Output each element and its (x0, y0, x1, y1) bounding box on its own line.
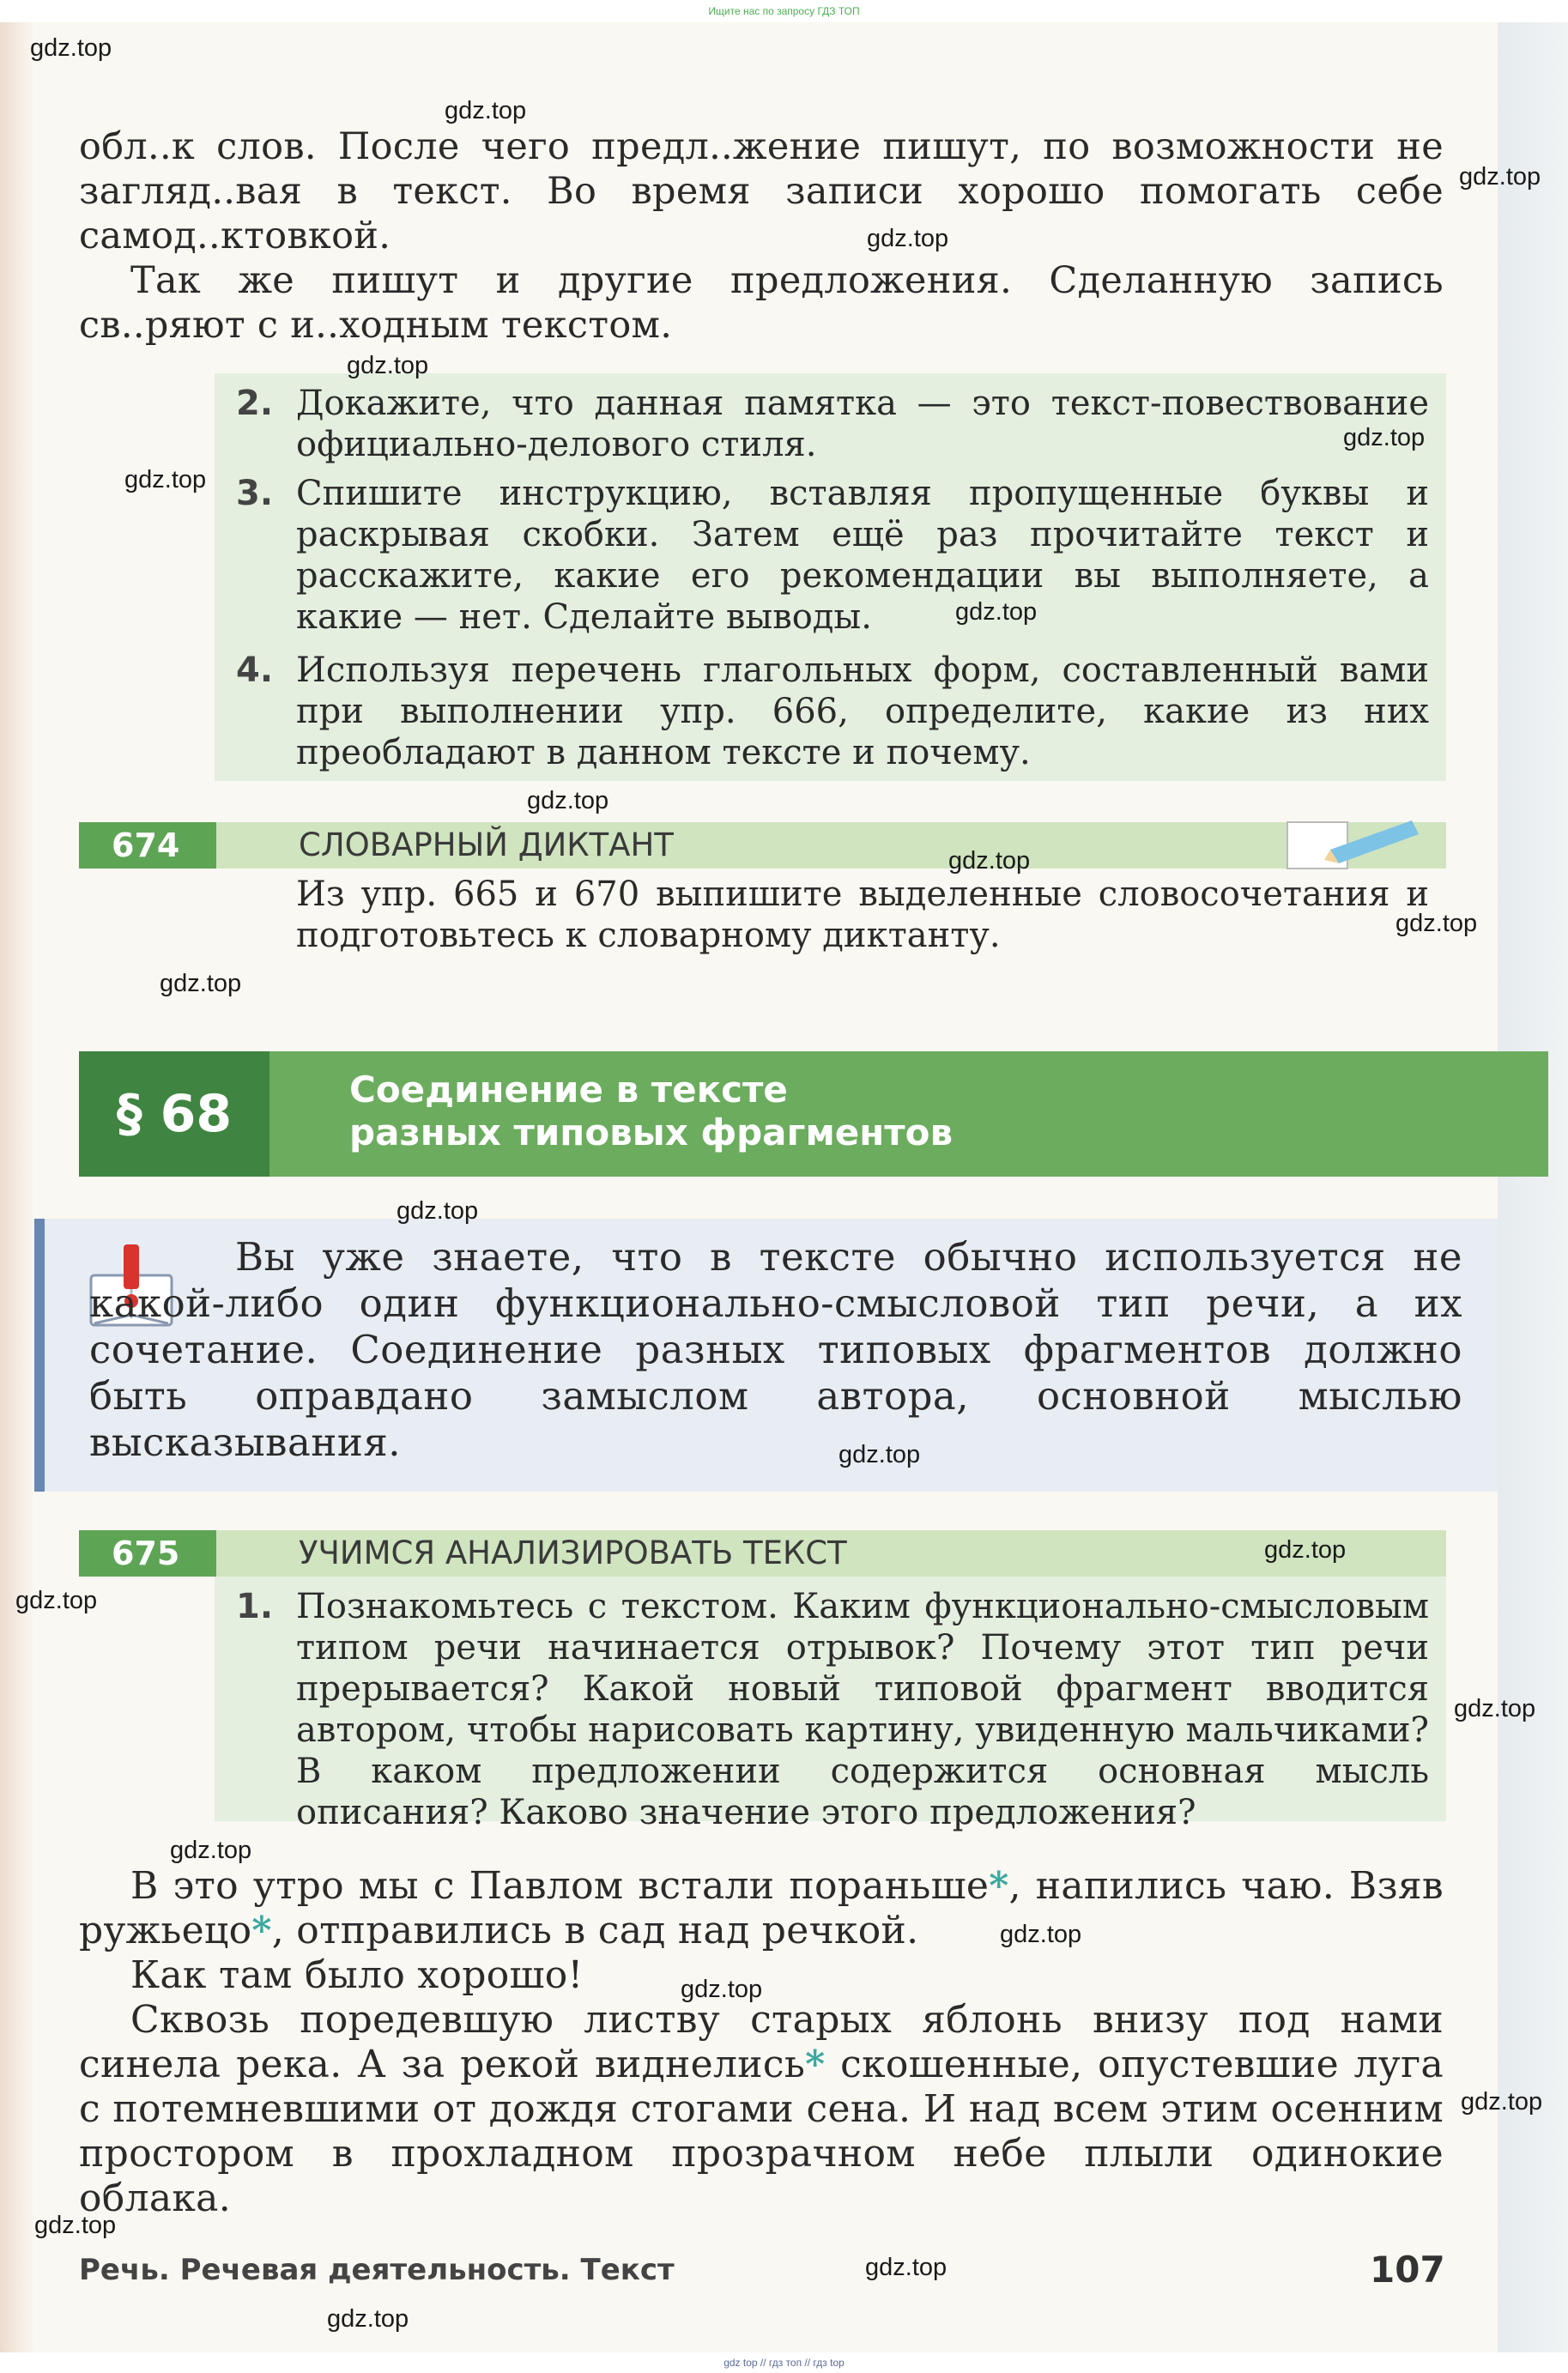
watermark: gdz.top (1395, 910, 1478, 937)
watermark: gdz.top (1264, 1536, 1347, 1564)
task-3-text: Спишите инструкцию, вставляя пропущенные буквы и раскрывая скобки. Затем ещё раз прочитайте текст и расскажите, какие его рекомендации вы выполняете, а какие — нет. Сделайте выводы. (296, 474, 1429, 637)
exercise-674-text: Из упр. 665 и 670 выпишите выделенные словосочетания и подготовьтесь к словарному диктанту. (296, 875, 1429, 955)
exercise-675-bar (79, 1530, 1446, 1577)
section-title (349, 1068, 1379, 1154)
watermark: gdz.top (170, 1837, 252, 1864)
watermark: gdz.top (1454, 1695, 1536, 1722)
watermark: gdz.top (1343, 424, 1426, 451)
task-4-text: Используя перечень глагольных форм, составленный вами при выполнении упр. 666, определите, какие из них преобладают в данном тексте и почему. (296, 651, 1429, 772)
section-banner (79, 1051, 1548, 1177)
story-paragraph-2: Как там было хорошо! (130, 1953, 584, 1997)
exercise-674-bar (79, 822, 1446, 869)
bottom-banner: gdz top // гдз топ // гдз top (0, 2352, 1568, 2373)
watermark: gdz.top (347, 352, 429, 379)
story-p1-a: В это утро мы с Павлом встали пораньше (130, 1864, 990, 1908)
watermark: gdz.top (445, 97, 527, 124)
exercise-675-task-text: Познакомьтесь с текстом. Каким функционально-смысловым типом речи начинается отрывок? Почему этот тип речи прерывается? Какой новый типовой фрагмент вводится автором, чтобы нарисовать картину, увиденную мальчиками? В каком предложении содержится основная мысль описания? Каково значение этого предложения? (296, 1587, 1429, 1832)
story-p1-c: , отправились в сад над речкой. (271, 1909, 919, 1952)
exercise-675-number: 675 (79, 1530, 216, 1577)
story-p3-a: Сквозь поредевшую листву старых яблонь внизу под нами синела река. А за рекой виднелись (79, 1998, 1444, 2086)
watermark: gdz.top (681, 1976, 763, 2003)
page-right-edge (1498, 22, 1568, 2352)
footnote-asterisk: * (805, 2043, 826, 2086)
footnote-asterisk: * (989, 1864, 1009, 1908)
task-3-number: 3. (236, 474, 274, 513)
task-4-number: 4. (236, 651, 274, 690)
section-number: § 68 (79, 1051, 269, 1177)
page-number: 107 (1370, 2249, 1445, 2291)
watermark: gdz.top (955, 598, 1038, 626)
page-left-edge (0, 22, 34, 2352)
watermark: gdz.top (327, 2305, 409, 2333)
watermark: gdz.top (527, 787, 609, 814)
section-title-line-1: Соединение в тексте (349, 1068, 788, 1111)
watermark: gdz.top (30, 34, 112, 62)
story-paragraph-1 (79, 1864, 1444, 1953)
exercise-674-title: СЛОВАРНЫЙ ДИКТАНТ (299, 826, 674, 863)
exercise-675-title: УЧИМСЯ АНАЛИЗИРОВАТЬ ТЕКСТ (299, 1535, 847, 1571)
watermark: gdz.top (1461, 2088, 1543, 2116)
intro-paragraph-1: обл..к слов. После чего предл..жение пишут, по возможности не загляд..вая в текст. Во время записи хорошо помогать себе самод..ктовкой. (79, 125, 1444, 257)
story-p1-b: , напились чаю. Взяв ружьецо (79, 1864, 1444, 1952)
watermark: gdz.top (34, 2212, 117, 2239)
watermark: gdz.top (397, 1197, 479, 1225)
rule-body: Вы уже знаете, что в тексте обычно используется не какой-либо один функционально-смысловой тип речи, а их сочетание. Соединение разных типовых фрагментов должно быть оправдано замыслом автора, основной мыслью высказывания. (89, 1234, 1462, 1465)
task-2-number: 2. (236, 384, 274, 423)
watermark: gdz.top (1459, 163, 1541, 191)
watermark: gdz.top (867, 225, 949, 252)
watermark: gdz.top (1000, 1921, 1082, 1948)
watermark: gdz.top (865, 2254, 947, 2281)
exercise-675-task-number: 1. (236, 1587, 274, 1626)
footnote-asterisk: * (251, 1909, 272, 1952)
watermark: gdz.top (15, 1587, 98, 1614)
top-banner: Ищите нас по запросу ГДЗ ТОП (0, 0, 1568, 22)
watermark: gdz.top (838, 1441, 921, 1468)
dictation-notebook-icon (1283, 815, 1420, 872)
task-2-text: Докажите, что данная памятка — это текст-повествование официально-делового стиля. (296, 384, 1429, 464)
section-title-line-2: разных типовых фрагментов (349, 1111, 954, 1153)
watermark: gdz.top (160, 970, 242, 997)
rule-box (34, 1219, 1498, 1492)
story-paragraph-3 (79, 1998, 1444, 2221)
intro-text (79, 124, 1444, 348)
watermark: gdz.top (948, 847, 1031, 875)
exercise-674-number: 674 (79, 822, 216, 869)
story-text (79, 1864, 1444, 2221)
footer-chapter: Речь. Речевая деятельность. Текст (79, 2253, 675, 2287)
rule-text (89, 1234, 1462, 1466)
story-p3-b: скошенные, опустевшие луга с потемневшими от дождя стогами сена. И над всем этим осенним простором в прохладном прозрачном небе плыли одинокие облака. (79, 2043, 1444, 2220)
intro-paragraph-2: Так же пишут и другие предложения. Сделанную запись св..ряют с и..ходным текстом. (79, 259, 1444, 347)
watermark: gdz.top (124, 466, 207, 493)
